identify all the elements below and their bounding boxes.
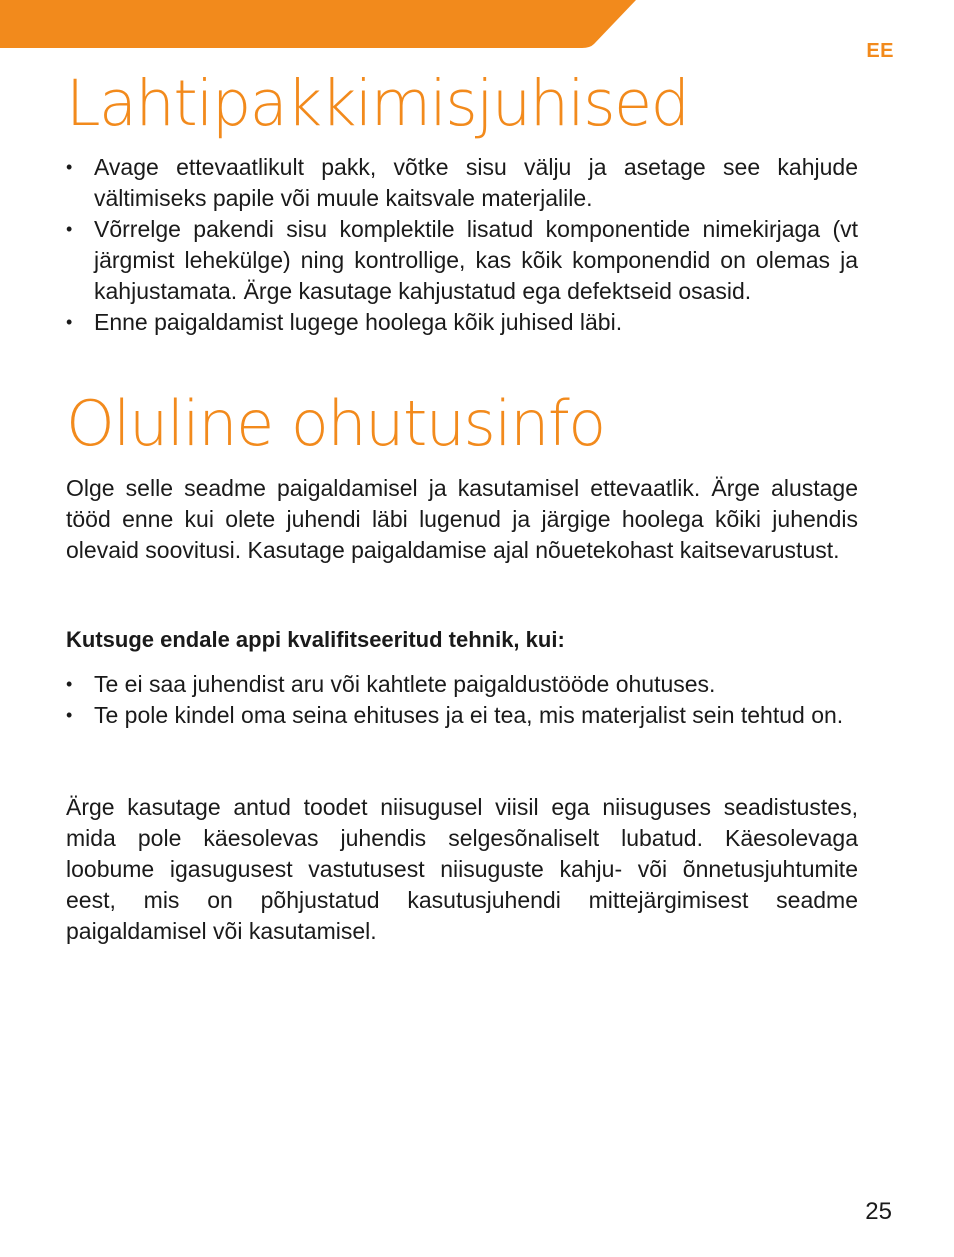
- page-number: 25: [865, 1198, 892, 1225]
- language-code: EE: [866, 40, 894, 62]
- section-title-safety: Oluline ohutusinfo: [66, 387, 605, 460]
- list-item: • Te ei saa juhendist aru või kahtlete paigaldustööde ohutuses.: [66, 669, 858, 700]
- unpacking-list: [66, 152, 858, 338]
- technician-subheading: Kutsuge endale appi kvalifitseeritud tehnik, kui:: [66, 627, 565, 652]
- technician-list: [66, 669, 858, 731]
- list-item: • Avage ettevaatlikult pakk, võtke sisu välju ja asetage see kahjude vältimiseks papile või muule kaitsvale materjalile.: [66, 152, 858, 214]
- disclaimer-paragraph: Ärge kasutage antud toodet niisugusel viisil ega niisuguses seadistustes, mida pole käesolevas juhendis selgesõnaliselt lubatud. Käesolevaga loobume igasugusest vastutusest niisuguste kahju- või õnnetusjuhtumite eest, mis on põhjustatud kasutusjuhendi mittejärgimisest seadme paigaldamisel või kasutamisel.: [66, 794, 858, 944]
- list-item: • Enne paigaldamist lugege hoolega kõik juhised läbi.: [66, 307, 858, 338]
- list-item: • Te pole kindel oma seina ehituses ja ei tea, mis materjalist sein tehtud on.: [66, 700, 858, 731]
- safety-intro-paragraph: Olge selle seadme paigaldamisel ja kasutamisel ettevaatlik. Ärge alustage tööd enne kui olete juhendi läbi lugenud ja järgige hoolega kõiki juhendis olevaid soovitusi. Kasutage paigaldamise ajal nõuetekohast kaitsevarustust.: [66, 475, 858, 563]
- header-orange-band: [0, 0, 640, 48]
- section-title-unpacking: Lahtipakkimisjuhised: [66, 65, 689, 141]
- list-item: • Võrrelge pakendi sisu komplektile lisatud komponentide nimekirjaga (vt järgmist lehekülge) ning kontrollige, kas kõik komponendid on olemas ja kahjustamata. Ärge kasutage kahjustatud ega defektseid osasid.: [66, 214, 858, 307]
